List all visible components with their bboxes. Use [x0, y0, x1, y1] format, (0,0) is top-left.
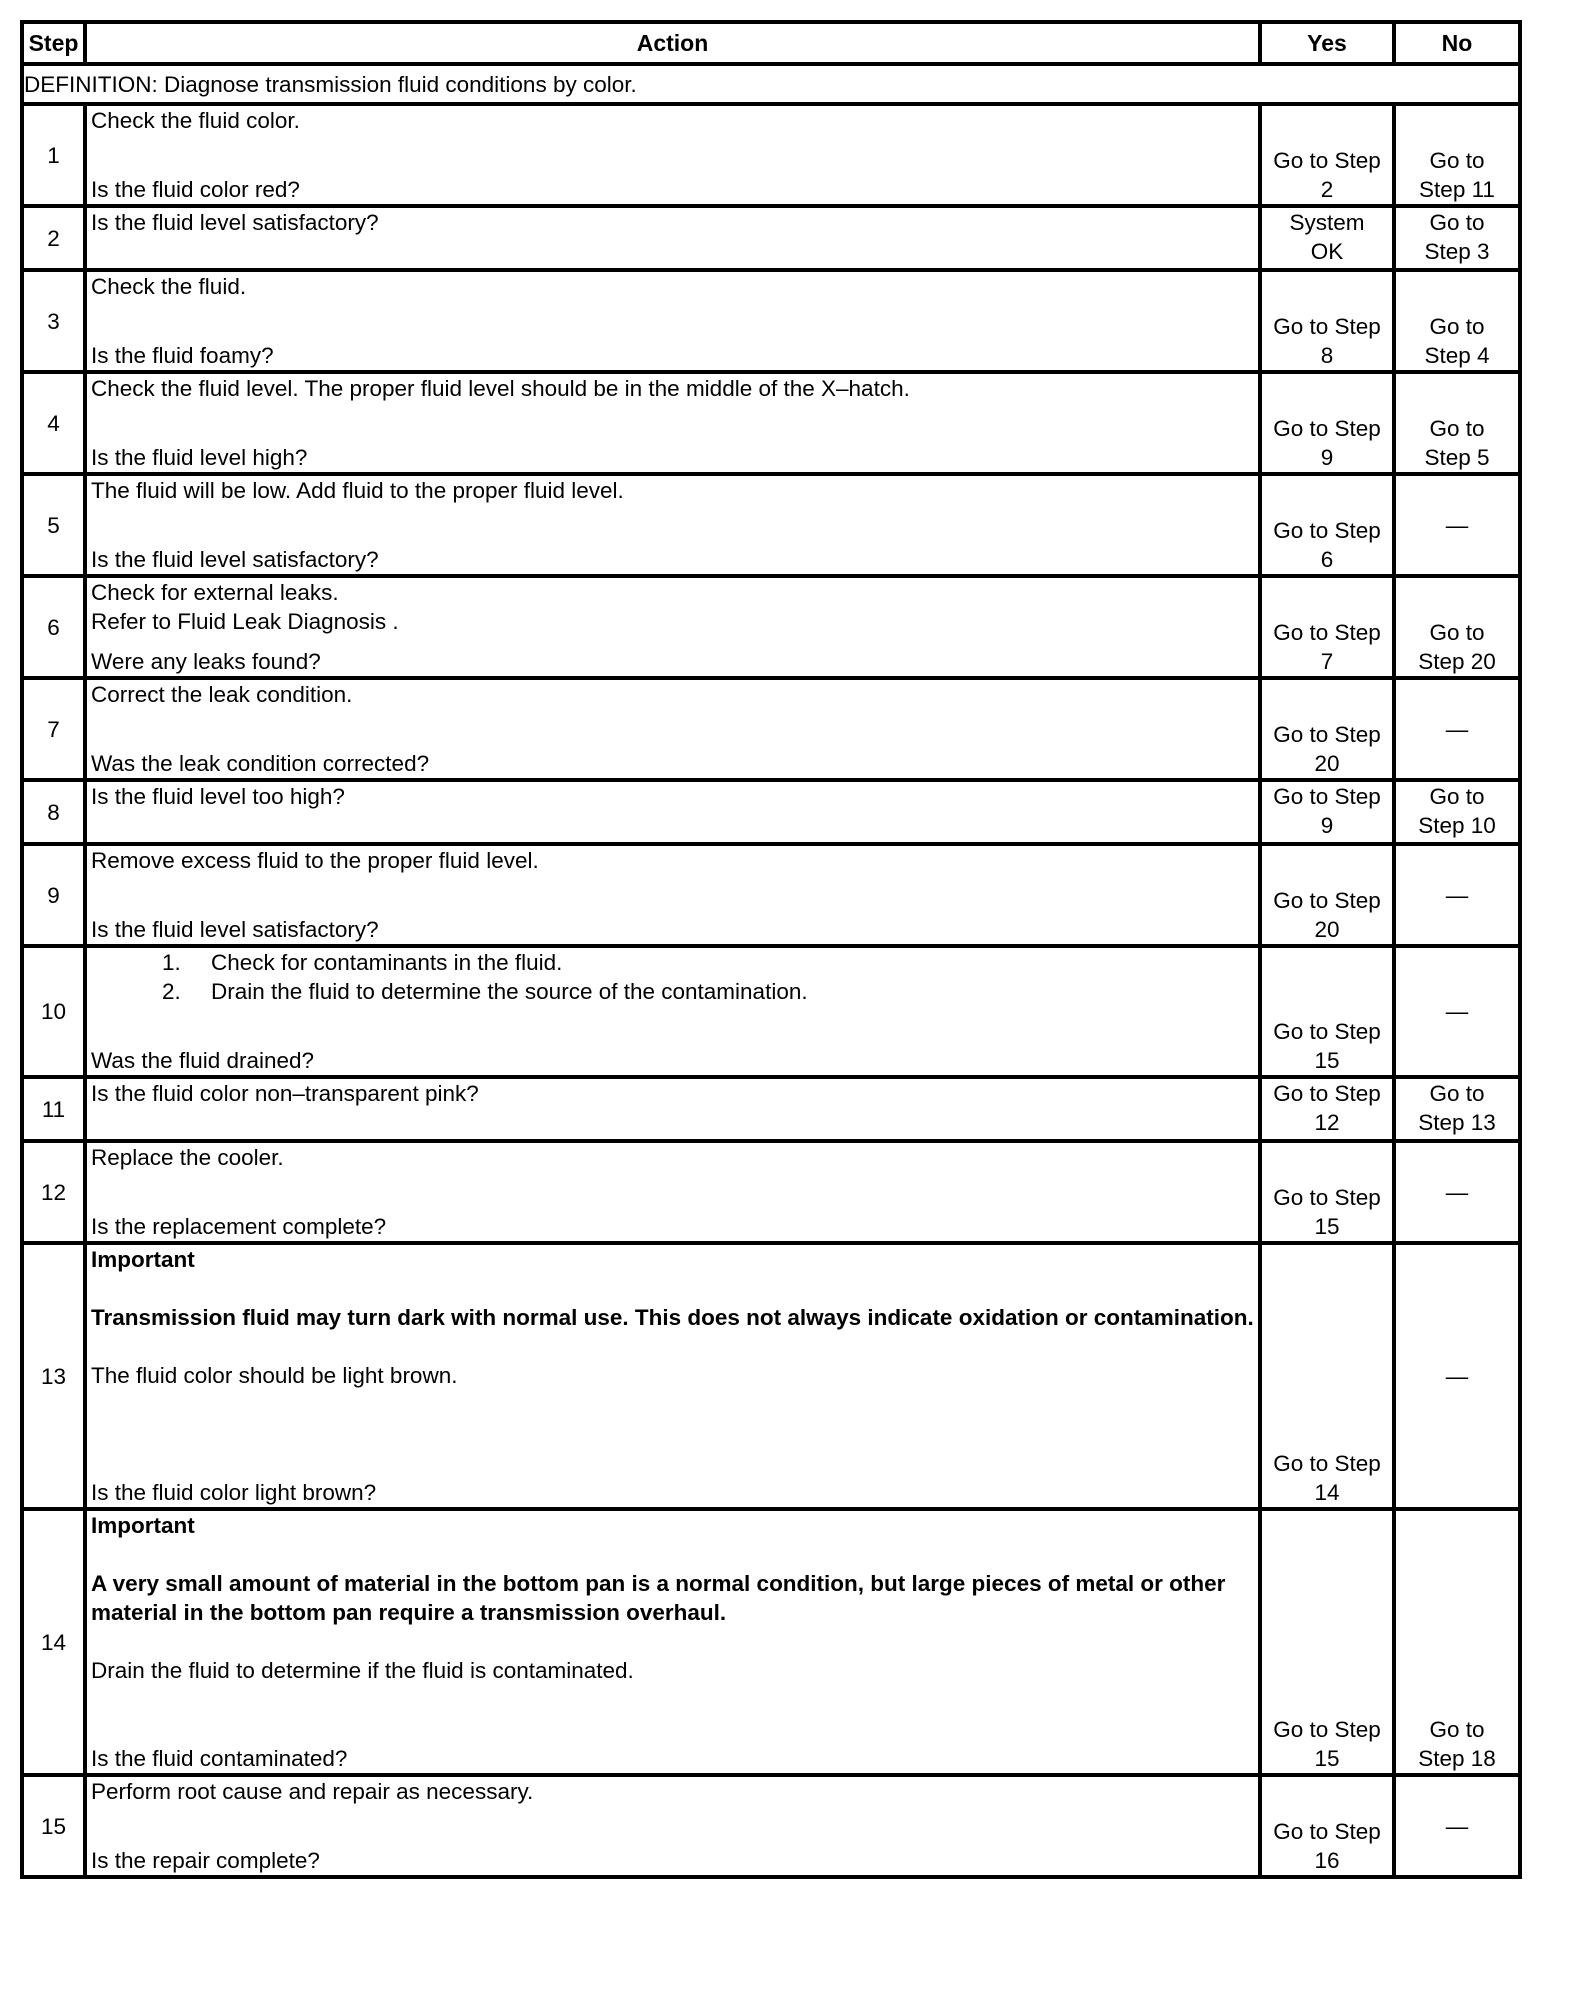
yes-result-line1: Go to Step — [1273, 784, 1381, 809]
action-question: Is the replacement complete? — [91, 1214, 387, 1239]
yes-result-line1: Go to Step — [1273, 888, 1381, 913]
yes-result-line1: Go to Step — [1273, 1185, 1381, 1210]
definition-text: DEFINITION: Diagnose transmission fluid conditions by color. — [22, 64, 1520, 104]
yes-result — [1260, 474, 1394, 576]
action-top — [91, 106, 1254, 135]
action-top — [91, 578, 1254, 636]
action-question: Was the fluid drained? — [91, 1048, 315, 1073]
action-top — [91, 476, 1254, 505]
step-number: 1 — [22, 104, 85, 206]
no-result — [1394, 474, 1520, 576]
action-question: Is the fluid color light brown? — [91, 1480, 377, 1505]
action-question: Is the fluid contaminated? — [91, 1746, 348, 1771]
action-question: Is the fluid foamy? — [91, 343, 274, 368]
yes-result — [1260, 844, 1394, 946]
table-row — [22, 104, 1520, 206]
table-row — [22, 576, 1520, 678]
yes-result-line1: Go to Step — [1273, 314, 1381, 339]
step-number: 8 — [22, 780, 85, 844]
no-result — [1394, 844, 1520, 946]
spacer — [91, 1627, 1254, 1656]
table-body — [22, 64, 1520, 1877]
yes-result-line2: 9 — [1320, 445, 1334, 470]
no-result-dash: — — [1445, 999, 1469, 1024]
action-question: Is the fluid color red? — [91, 177, 300, 202]
action-cell — [85, 780, 1260, 844]
action-instruction: Replace the cooler. — [91, 1145, 284, 1170]
no-result-line2: Step 10 — [1418, 813, 1496, 838]
table-row — [22, 1775, 1520, 1877]
table-row — [22, 1077, 1520, 1141]
step-number: 9 — [22, 844, 85, 946]
no-result — [1394, 1141, 1520, 1243]
yes-result — [1260, 104, 1394, 206]
yes-result-line2: 14 — [1314, 1480, 1340, 1505]
table-row — [22, 844, 1520, 946]
yes-result-line1: Go to Step — [1273, 620, 1381, 645]
yes-result — [1260, 1509, 1394, 1775]
action-cell — [85, 206, 1260, 270]
action-list-item: 2. Drain the fluid to determine the source of the contamination. — [187, 977, 1254, 1006]
no-result-dash: — — [1445, 1813, 1469, 1839]
action-cell — [85, 104, 1260, 206]
action-cell — [85, 1509, 1260, 1775]
action-question: Is the fluid level satisfactory? — [91, 917, 379, 942]
no-result-dash: — — [1445, 512, 1469, 538]
step-number: 12 — [22, 1141, 85, 1243]
yes-result-line1: Go to Step — [1273, 1717, 1381, 1742]
yes-result-line1: System — [1289, 210, 1365, 235]
no-result-line1: Go to — [1429, 416, 1485, 441]
no-result — [1394, 946, 1520, 1077]
action-cell — [85, 1243, 1260, 1509]
action-top — [91, 1777, 1254, 1806]
step-number: 15 — [22, 1775, 85, 1877]
action-instruction: Remove excess fluid to the proper fluid level. — [91, 848, 539, 873]
table-row — [22, 946, 1520, 1077]
action-cell — [85, 1775, 1260, 1877]
action-question: Is the repair complete? — [91, 1848, 320, 1873]
yes-result-line2: 12 — [1314, 1110, 1340, 1135]
header-action: Action — [85, 22, 1260, 64]
action-top — [91, 680, 1254, 709]
action-instruction: The fluid color should be light brown. — [91, 1363, 458, 1388]
yes-result-line2: 9 — [1320, 813, 1334, 838]
action-cell — [85, 1077, 1260, 1141]
step-number: 3 — [22, 270, 85, 372]
table-row — [22, 1243, 1520, 1509]
yes-result-line2: 8 — [1320, 343, 1334, 368]
yes-result-line2: 20 — [1314, 917, 1340, 942]
yes-result-line2: 2 — [1320, 177, 1334, 202]
action-cell — [85, 270, 1260, 372]
yes-result-line1: Go to Step — [1273, 416, 1381, 441]
no-result-line2: Step 4 — [1424, 343, 1490, 368]
important-note: A very small amount of material in the bottom pan is a normal condition, but large pieces of metal or other material in the bottom pan require a transmission overhaul. — [91, 1571, 1226, 1625]
yes-result — [1260, 1077, 1394, 1141]
action-cell — [85, 576, 1260, 678]
spacer — [91, 1332, 1254, 1361]
yes-result — [1260, 946, 1394, 1077]
yes-result — [1260, 270, 1394, 372]
no-result-line1: Go to — [1429, 314, 1485, 339]
step-number: 4 — [22, 372, 85, 474]
step-number: 7 — [22, 678, 85, 780]
important-label: Important — [91, 1247, 195, 1272]
step-number: 11 — [22, 1077, 85, 1141]
table-row — [22, 206, 1520, 270]
yes-result-line1: Go to Step — [1273, 1081, 1381, 1106]
no-result-dash: — — [1445, 716, 1469, 742]
action-cell — [85, 844, 1260, 946]
yes-result-line2: 20 — [1314, 751, 1340, 776]
yes-result-line2: 7 — [1320, 649, 1334, 674]
yes-result-line1: Go to Step — [1273, 148, 1381, 173]
action-reference: Refer to Fluid Leak Diagnosis . — [91, 609, 399, 634]
no-result-line1: Go to — [1429, 1081, 1485, 1106]
yes-result — [1260, 576, 1394, 678]
action-cell — [85, 372, 1260, 474]
spacer — [91, 1540, 1254, 1569]
no-result — [1394, 1077, 1520, 1141]
action-question: Is the fluid color non–transparent pink? — [91, 1081, 479, 1106]
action-cell — [85, 1141, 1260, 1243]
action-top — [91, 272, 1254, 301]
header-row — [22, 22, 1520, 64]
no-result — [1394, 1775, 1520, 1877]
yes-result-line2: 15 — [1314, 1048, 1340, 1073]
yes-result — [1260, 1775, 1394, 1877]
action-top — [91, 1511, 1254, 1685]
step-number: 10 — [22, 946, 85, 1077]
no-result — [1394, 576, 1520, 678]
no-result-line1: Go to — [1429, 210, 1485, 235]
no-result-dash: — — [1445, 882, 1469, 908]
yes-result-line2: OK — [1310, 239, 1344, 264]
no-result-dash: — — [1445, 1179, 1469, 1205]
action-top — [91, 846, 1254, 875]
header-yes: Yes — [1260, 22, 1394, 64]
no-result-line2: Step 20 — [1418, 649, 1496, 674]
yes-result-line1: Go to Step — [1273, 518, 1381, 543]
action-cell — [85, 474, 1260, 576]
spacer — [91, 1274, 1254, 1303]
yes-result-line1: Go to Step — [1273, 1019, 1381, 1044]
yes-result-line1: Go to Step — [1273, 722, 1381, 747]
action-instruction: Check the fluid. — [91, 274, 247, 299]
diagnostic-table — [20, 20, 1522, 1879]
action-instruction: Check for external leaks. — [91, 580, 339, 605]
action-question: Was the leak condition corrected? — [91, 751, 430, 776]
action-instruction: Drain the fluid to determine if the fluid is contaminated. — [91, 1658, 634, 1683]
action-question: Were any leaks found? — [91, 649, 321, 674]
yes-result-line2: 16 — [1314, 1848, 1340, 1873]
diagnostic-table-sheet — [20, 20, 1522, 1879]
no-result-line2: Step 3 — [1424, 239, 1490, 264]
yes-result-line2: 15 — [1314, 1214, 1340, 1239]
no-result-line2: Step 11 — [1419, 177, 1495, 202]
action-instruction: Check the fluid color. — [91, 108, 300, 133]
yes-result-line1: Go to Step — [1273, 1451, 1381, 1476]
action-top — [91, 948, 1254, 1006]
action-instruction: The fluid will be low. Add fluid to the proper fluid level. — [91, 478, 624, 503]
action-top — [91, 1245, 1254, 1390]
no-result-dash: — — [1445, 1363, 1469, 1389]
action-instruction: Check the fluid level. The proper fluid level should be in the middle of the X–hatch. — [91, 376, 910, 401]
yes-result — [1260, 780, 1394, 844]
no-result — [1394, 1243, 1520, 1509]
action-top — [91, 374, 1254, 403]
action-list — [91, 948, 1254, 1006]
action-instruction: Correct the leak condition. — [91, 682, 353, 707]
yes-result-line2: 15 — [1314, 1746, 1340, 1771]
no-result-line1: Go to — [1429, 784, 1485, 809]
table-row — [22, 678, 1520, 780]
step-number: 14 — [22, 1509, 85, 1775]
no-result — [1394, 1509, 1520, 1775]
action-question: Is the fluid level satisfactory? — [91, 547, 379, 572]
no-result — [1394, 270, 1520, 372]
yes-result-line2: 6 — [1320, 547, 1334, 572]
step-number: 2 — [22, 206, 85, 270]
no-result-line1: Go to — [1429, 148, 1485, 173]
step-number: 13 — [22, 1243, 85, 1509]
action-list-item: 1. Check for contaminants in the fluid. — [187, 948, 1254, 977]
table-row — [22, 780, 1520, 844]
no-result — [1394, 206, 1520, 270]
step-number: 6 — [22, 576, 85, 678]
important-note: Transmission fluid may turn dark with normal use. This does not always indicate oxidation or contamination. — [91, 1305, 1254, 1330]
no-result — [1394, 104, 1520, 206]
step-number: 5 — [22, 474, 85, 576]
no-result — [1394, 780, 1520, 844]
no-result-line1: Go to — [1429, 620, 1485, 645]
important-label: Important — [91, 1513, 195, 1538]
no-result-line1: Go to — [1429, 1717, 1485, 1742]
no-result-line2: Step 18 — [1418, 1746, 1496, 1771]
action-cell — [85, 678, 1260, 780]
yes-result-line1: Go to Step — [1273, 1819, 1381, 1844]
action-question: Is the fluid level too high? — [91, 784, 345, 809]
header-no: No — [1394, 22, 1520, 64]
yes-result — [1260, 372, 1394, 474]
header-step: Step — [22, 22, 85, 64]
yes-result — [1260, 678, 1394, 780]
no-result-line2: Step 13 — [1418, 1110, 1496, 1135]
definition-row — [22, 64, 1520, 104]
action-top — [91, 1143, 1254, 1172]
action-cell — [85, 946, 1260, 1077]
no-result-line2: Step 5 — [1424, 445, 1490, 470]
table-row — [22, 1141, 1520, 1243]
action-question: Is the fluid level satisfactory? — [91, 210, 379, 235]
table-row — [22, 372, 1520, 474]
yes-result — [1260, 1243, 1394, 1509]
table-row — [22, 1509, 1520, 1775]
yes-result — [1260, 206, 1394, 270]
yes-result — [1260, 1141, 1394, 1243]
table-row — [22, 270, 1520, 372]
action-question: Is the fluid level high? — [91, 445, 308, 470]
action-instruction: Perform root cause and repair as necessary. — [91, 1779, 534, 1804]
table-row — [22, 474, 1520, 576]
no-result — [1394, 678, 1520, 780]
no-result — [1394, 372, 1520, 474]
